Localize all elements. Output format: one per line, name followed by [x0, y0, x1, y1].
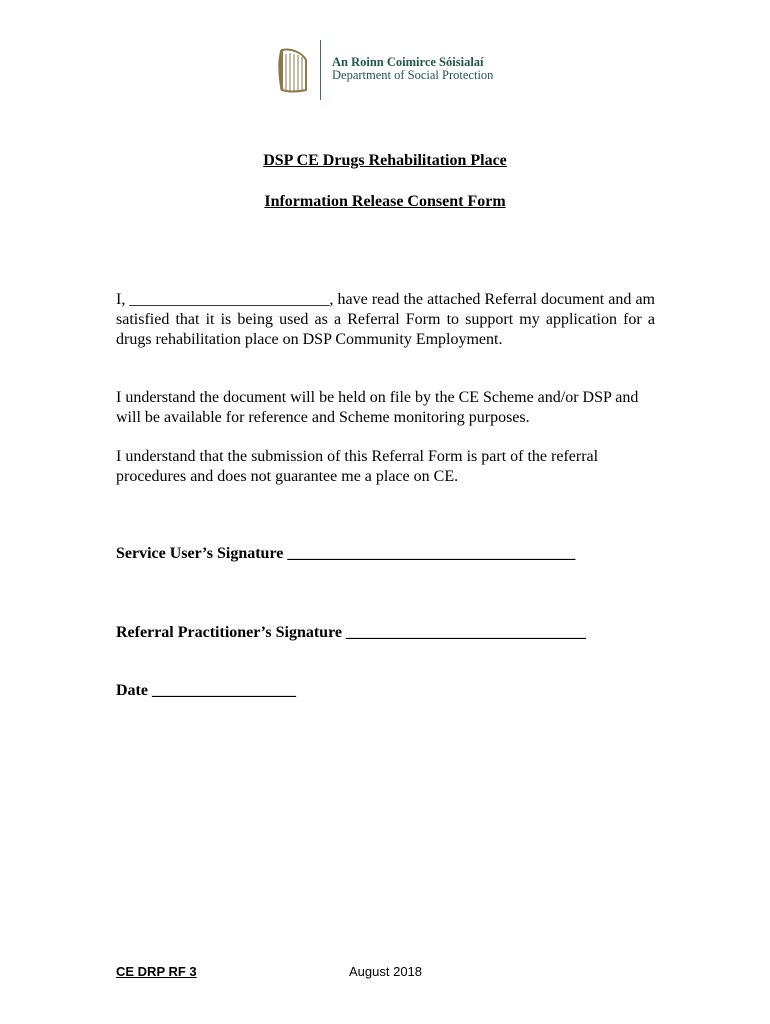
department-name-english: Department of Social Protection — [332, 68, 494, 82]
date-field[interactable]: Date __________________ — [116, 682, 296, 699]
department-name — [332, 56, 493, 82]
form-reference: CE DRP RF 3 — [116, 964, 197, 979]
form-subtitle: Information Release Consent Form — [264, 193, 506, 210]
logo-divider — [320, 40, 321, 100]
footer-date: August 2018 — [349, 964, 423, 979]
harp-icon — [276, 46, 310, 96]
consent-paragraph-3: I understand that the submission of this Referral Form is part of the referral procedures and does not guarantee me a place on CE. — [116, 448, 599, 485]
department-logo — [276, 40, 506, 102]
consent-paragraph-2: I understand the document will be held on file by the CE Scheme and/or DSP and will be available for reference and Scheme monitoring purposes. — [116, 389, 639, 426]
practitioner-signature-field[interactable]: Referral Practitioner’s Signature ______________________________ — [116, 624, 586, 641]
service-user-signature-field[interactable]: Service User’s Signature ____________________________________ — [116, 545, 576, 562]
form-title: DSP CE Drugs Rehabilitation Place — [263, 152, 507, 169]
consent-paragraph-1: I, _________________________, have read the attached Referral document and am satisfied that it is being used as a Referral Form to support my application for a drugs rehabilitation place on DSP Community Employment. — [116, 291, 655, 348]
department-name-irish: An Roinn Coimirce Sóisialaí — [332, 55, 484, 69]
